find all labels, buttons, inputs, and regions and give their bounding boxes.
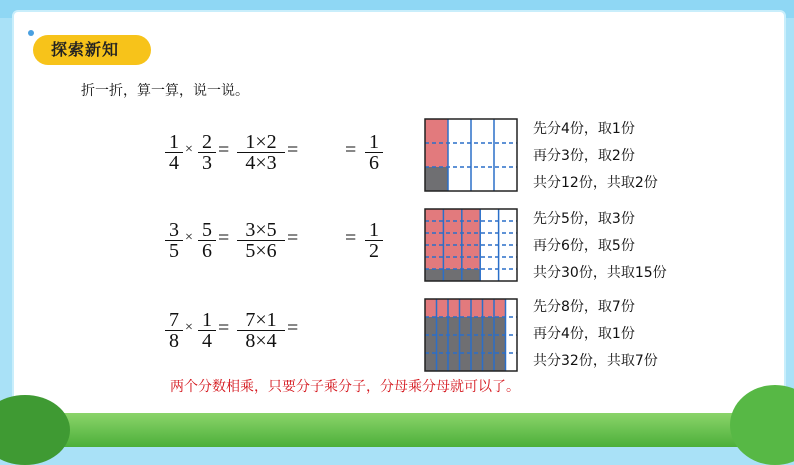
- instruction-text: 折一折，算一算，说一说。: [81, 83, 249, 99]
- fraction-b: 1 4: [198, 310, 216, 351]
- fraction-a: 1 4: [165, 132, 183, 173]
- fraction-result: 1 6: [365, 132, 383, 173]
- fraction-b: 2 3: [198, 132, 216, 173]
- note-r1-1: 先分4份，取1份: [533, 121, 635, 137]
- fraction-b: 5 6: [198, 220, 216, 261]
- fraction-product: 3×5 5×6: [237, 220, 285, 261]
- fraction-product: 1×2 4×3: [237, 132, 285, 173]
- fraction-result: 1 2: [365, 220, 383, 261]
- note-r2-2: 再分6份，取5份: [533, 238, 635, 254]
- fraction-grid-3: [424, 298, 518, 372]
- note-r1-2: 再分3份，取2份: [533, 148, 635, 164]
- note-r1-3: 共分12份，共取2份: [533, 175, 658, 191]
- fraction-a: 3 5: [165, 220, 183, 261]
- slide-frame: [12, 10, 786, 422]
- fraction-a: 7 8: [165, 310, 183, 351]
- grass-decoration: [0, 413, 794, 447]
- section-badge: 探索新知: [33, 35, 151, 65]
- note-r3-1: 先分8份，取7份: [533, 299, 635, 315]
- fraction-grid-2: [424, 208, 518, 282]
- note-r3-2: 再分4份，取1份: [533, 326, 635, 342]
- note-r3-3: 共分32份，共取7份: [533, 353, 658, 369]
- conclusion-text: 两个分数相乘，只要分子乘分子，分母乘分母就可以了。: [170, 379, 520, 395]
- note-r2-1: 先分5份，取3份: [533, 211, 635, 227]
- note-r2-3: 共分30份，共取15份: [533, 265, 667, 281]
- fraction-product: 7×1 8×4: [237, 310, 285, 351]
- fraction-grid-1: [424, 118, 518, 192]
- decor-dot: [28, 30, 34, 36]
